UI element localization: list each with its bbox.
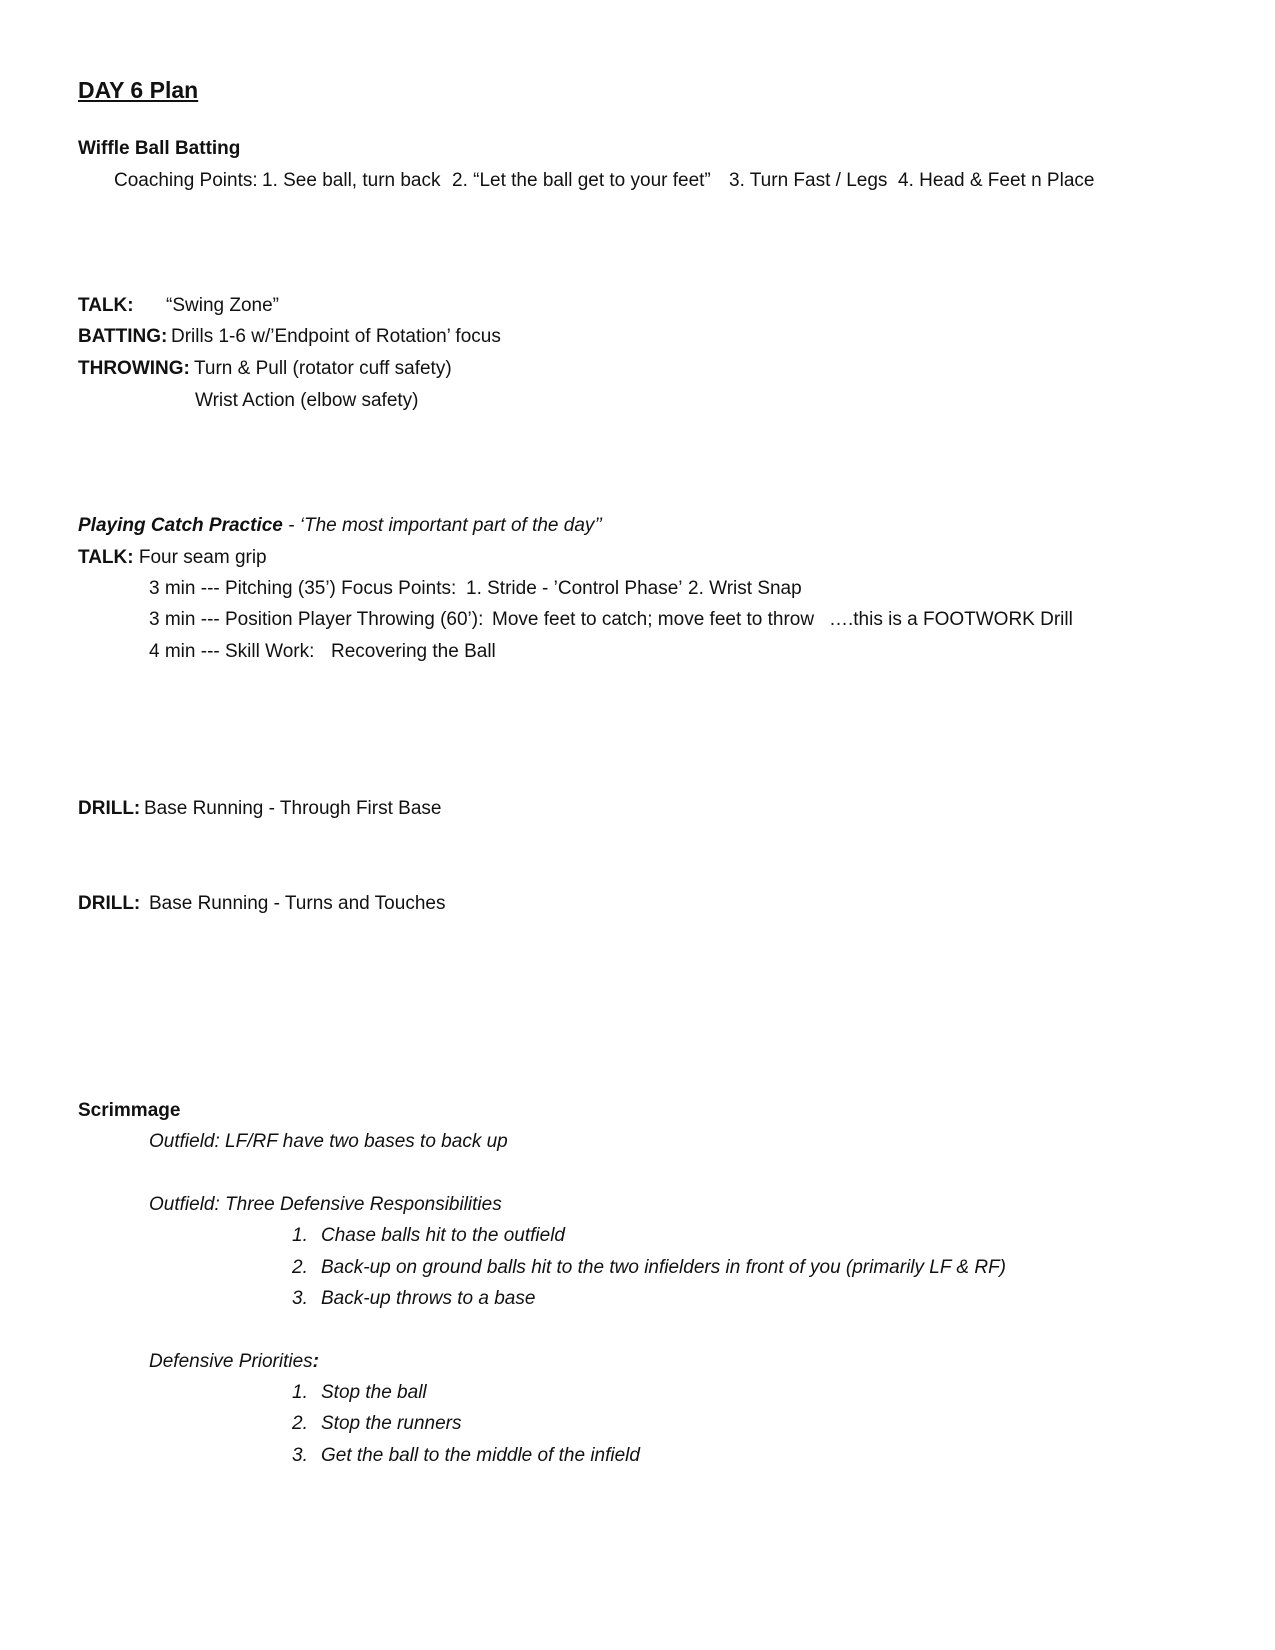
defensive-priorities-heading <box>149 1351 319 1373</box>
priority-text: Get the ball to the middle of the infield <box>321 1445 640 1466</box>
batting-text: Drills 1-6 w/’Endpoint of Rotation’ focus <box>171 326 501 347</box>
priority-text: Stop the ball <box>321 1382 427 1403</box>
coaching-points-label: Coaching Points: <box>114 170 258 191</box>
catch-heading-line <box>78 515 602 537</box>
footwork-note: ….this is a FOOTWORK Drill <box>829 609 1073 630</box>
drill-1-text: Base Running - Through First Base <box>144 798 442 819</box>
responsibility-number: 2. <box>292 1257 308 1278</box>
outfield-backup-note: Outfield: LF/RF have two bases to back up <box>149 1131 508 1152</box>
throwing-label: THROWING: <box>78 358 190 379</box>
throwing-text-2: Wrist Action (elbow safety) <box>195 390 419 411</box>
outfield-responsibilities-heading: Outfield: Three Defensive Responsibilities <box>149 1194 502 1215</box>
responsibility-number: 3. <box>292 1288 308 1309</box>
catch-heading: Playing Catch Practice <box>78 515 283 536</box>
position-throwing-line: 3 min --- Position Player Throwing (60’): <box>149 609 484 630</box>
catch-talk-line <box>78 547 267 569</box>
scrimmage-heading: Scrimmage <box>78 1100 181 1121</box>
skill-work-line: 4 min --- Skill Work: <box>149 641 315 662</box>
catch-talk-label: TALK: <box>78 547 134 568</box>
responsibility-text: Back-up throws to a base <box>321 1288 536 1309</box>
priority-number: 1. <box>292 1382 308 1403</box>
talk-label: TALK: <box>78 295 134 316</box>
drill-2-text: Base Running - Turns and Touches <box>149 893 446 914</box>
throwing-text-1: Turn & Pull (rotator cuff safety) <box>194 358 452 379</box>
catch-subtitle: - ‘The most important part of the day’’ <box>282 515 603 536</box>
drill-1-label: DRILL: <box>78 798 141 819</box>
defensive-priorities-label: Defensive Priorities <box>149 1351 313 1372</box>
talk-text: “Swing Zone” <box>166 295 279 316</box>
batting-label: BATTING: <box>78 326 168 347</box>
pitching-point-2: 2. Wrist Snap <box>688 578 802 599</box>
priority-text: Stop the runners <box>321 1413 462 1434</box>
coaching-point-2: 2. “Let the ball get to your feet” <box>452 170 711 191</box>
priority-number: 2. <box>292 1413 308 1434</box>
responsibility-text: Chase balls hit to the outfield <box>321 1225 565 1246</box>
page-title: DAY 6 Plan <box>78 77 199 103</box>
wiffle-heading: Wiffle Ball Batting <box>78 138 241 159</box>
skill-work-point: Recovering the Ball <box>331 641 496 662</box>
coaching-point-1: 1. See ball, turn back <box>262 170 441 191</box>
pitching-point-1: 1. Stride - ’Control Phase’ <box>466 578 683 599</box>
drill-2-label: DRILL: <box>78 893 141 914</box>
priority-number: 3. <box>292 1445 308 1466</box>
catch-talk-text: Four seam grip <box>133 547 267 568</box>
pitching-line: 3 min --- Pitching (35’) Focus Points: <box>149 578 457 599</box>
coaching-point-4: 4. Head & Feet n Place <box>898 170 1095 191</box>
responsibility-number: 1. <box>292 1225 308 1246</box>
position-throwing-point: Move feet to catch; move feet to throw <box>492 609 815 630</box>
defensive-priorities-colon: : <box>312 1351 319 1372</box>
coaching-point-3: 3. Turn Fast / Legs <box>729 170 888 191</box>
responsibility-text: Back-up on ground balls hit to the two infielders in front of you (primarily LF & RF) <box>321 1257 1007 1278</box>
